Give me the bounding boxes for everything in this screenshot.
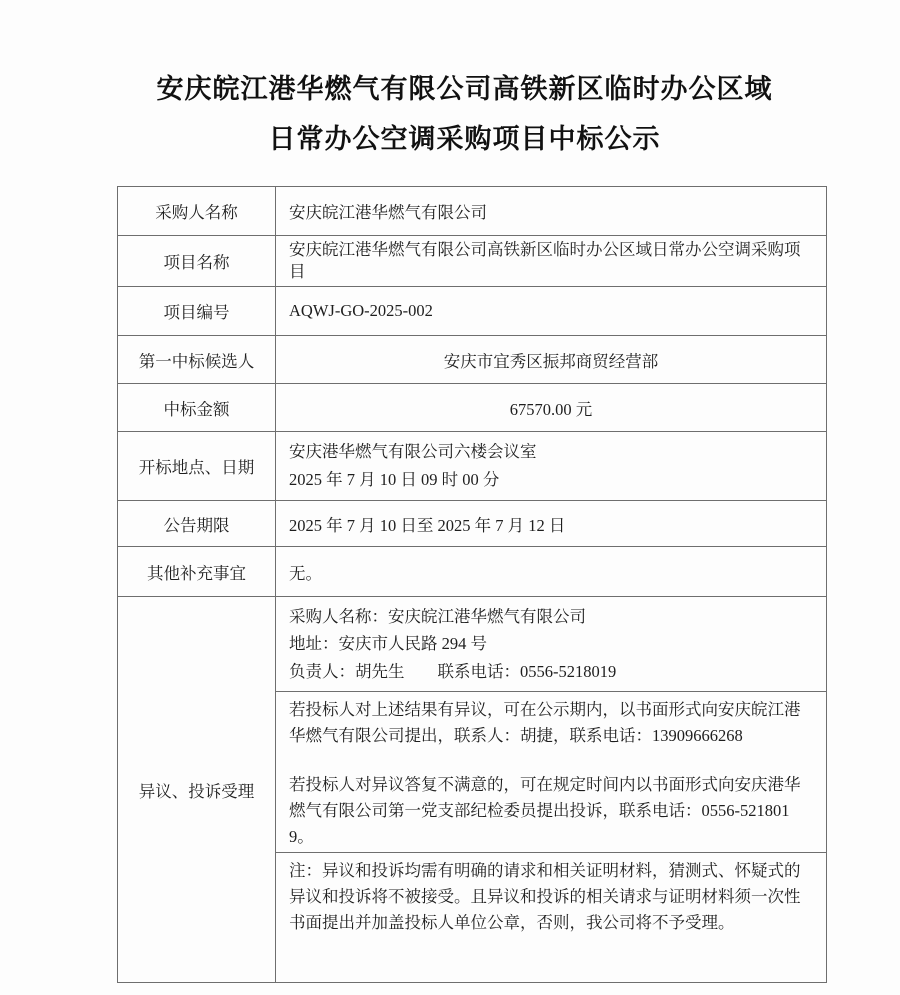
table-row-winning-amount	[118, 384, 827, 432]
row-label-project-number: 项目编号	[118, 287, 276, 336]
table-row-bid-opening	[118, 432, 827, 501]
row-value-announcement-period: 2025 年 7 月 10 日至 2025 年 7 月 12 日	[276, 501, 827, 547]
page-title-line2: 日常办公空调采购项目中标公示	[268, 124, 661, 154]
objection-note-text: 注：异议和投诉均需有明确的请求和相关证明材料，猜测式、怀疑式的异议和投诉将不被接受。且异议和投诉的相关请求与证明材料须一次性书面提出并加盖投标人单位公章，否则，我公司将不予受理。	[289, 861, 801, 932]
objection-note-cell	[276, 853, 827, 983]
row-label-winning-amount: 中标金额	[118, 384, 276, 432]
row-value-winning-amount: 67570.00 元	[276, 384, 827, 432]
page-title	[110, 0, 819, 164]
row-label-other-matters: 其他补充事宜	[118, 547, 276, 597]
objection-purchaser-name: 采购人名称：安庆皖江港华燃气有限公司	[289, 606, 586, 626]
row-label-first-winning-candidate: 第一中标候选人	[118, 336, 276, 384]
table-row-purchaser-name	[118, 187, 827, 236]
table-row-project-number	[118, 287, 827, 336]
objection-address: 地址：安庆市人民路 294 号	[289, 634, 487, 654]
row-value-project-name: 安庆皖江港华燃气有限公司高铁新区临时办公区域日常办公空调采购项目	[276, 236, 827, 287]
row-label-bid-opening: 开标地点、日期	[118, 432, 276, 501]
objection-contact-cell	[276, 597, 827, 692]
objection-procedure-paragraph-2: 若投标人对异议答复不满意的，可在规定时间内以书面形式向安庆港华燃气有限公司第一党支部纪检委员提出投诉，联系电话：0556-5218019。	[289, 775, 801, 846]
row-value-project-number: AQWJ-GO-2025-002	[276, 287, 827, 336]
row-label-announcement-period: 公告期限	[118, 501, 276, 547]
table-row-first-winning-candidate	[118, 336, 827, 384]
objection-procedure-paragraph-1: 若投标人对上述结果有异议，可在公示期内，以书面形式向安庆皖江港华燃气有限公司提出，联系人：胡捷，联系电话：13909666268	[289, 700, 801, 745]
row-value-first-winning-candidate: 安庆市宜秀区振邦商贸经营部	[276, 336, 827, 384]
objection-procedure-cell	[276, 692, 827, 853]
table-row-announcement-period	[118, 501, 827, 547]
table-row-other-matters	[118, 547, 827, 597]
row-label-project-name: 项目名称	[118, 236, 276, 287]
announcement-table	[117, 186, 827, 983]
row-label-objection-handling: 异议、投诉受理	[118, 597, 276, 983]
table-row-project-name	[118, 236, 827, 287]
row-value-other-matters: 无。	[276, 547, 827, 597]
row-value-purchaser-name: 安庆皖江港华燃气有限公司	[276, 187, 827, 236]
objection-contact-person: 负责人：胡先生 联系电话：0556-5218019	[289, 661, 617, 681]
row-value-bid-opening	[276, 432, 827, 501]
table-row-objection-contact	[118, 597, 827, 692]
bid-opening-place: 安庆港华燃气有限公司六楼会议室	[289, 442, 537, 461]
row-label-purchaser-name: 采购人名称	[118, 187, 276, 236]
page-title-line1: 安庆皖江港华燃气有限公司高铁新区临时办公区域	[156, 74, 773, 104]
bid-opening-datetime: 2025 年 7 月 10 日 09 时 00 分	[289, 470, 500, 489]
